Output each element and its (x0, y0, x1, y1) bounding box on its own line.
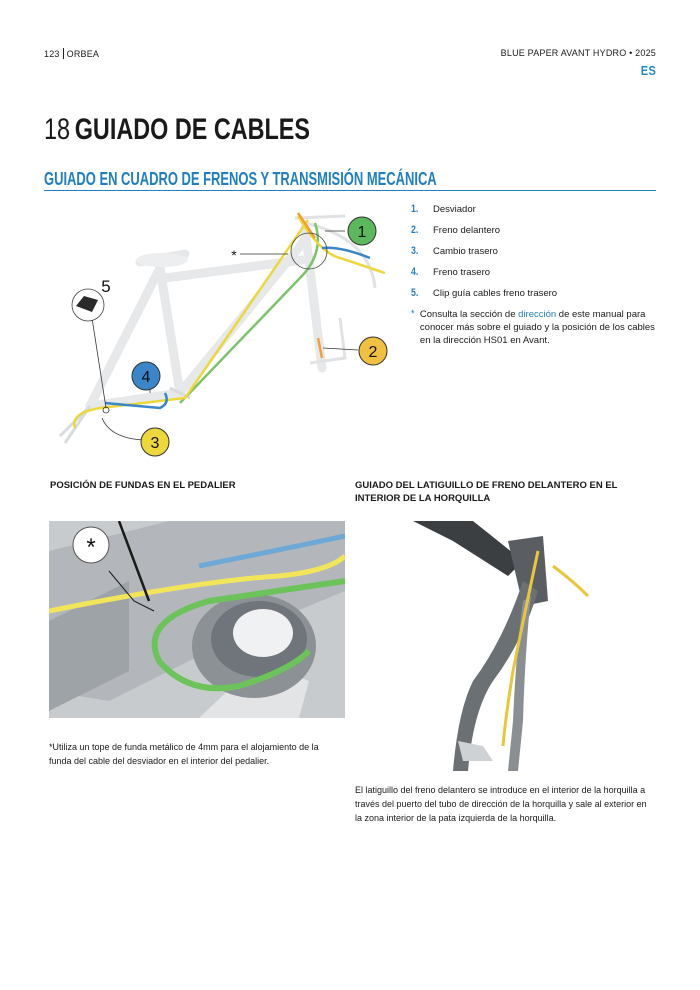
frame-outline (90, 228, 322, 406)
pedalier-title: POSICIÓN DE FUNDAS EN EL PEDALIER (50, 480, 236, 491)
brake-caliper-shape (458, 741, 493, 761)
section-number: 18 (44, 113, 71, 146)
callout-4-number: 4 (141, 369, 151, 386)
bb-bore (233, 609, 293, 657)
brand-name: ORBEA (66, 48, 100, 59)
legend-label: Desviador (433, 204, 476, 215)
legend-label: Freno trasero (433, 267, 491, 278)
note-marker: * (411, 308, 415, 320)
pedalier-star-marker: * (86, 534, 96, 561)
fork-illustration (413, 521, 613, 771)
legend-list (411, 203, 661, 355)
document-title: BLUE PAPER AVANT HYDRO • 2025 (500, 48, 656, 58)
legend-item (411, 287, 661, 300)
legend-label: Cambio trasero (433, 246, 498, 257)
subsection-rule (44, 190, 656, 191)
legend-item (411, 266, 661, 279)
language-tag: ES (640, 63, 656, 78)
legend-number: 3. (411, 245, 419, 257)
saddle-shape (136, 253, 188, 267)
direccion-link[interactable]: dirección (518, 309, 557, 320)
legend-number: 1. (411, 203, 419, 215)
header-divider (63, 48, 64, 59)
frame-illustration (40, 198, 410, 468)
fork-title: GUIADO DEL LATIGUILLO DE FRENO DELANTERO EN EL INTERIOR DE LA HORQUILLA (355, 480, 618, 504)
legend-label: Clip guía cables freno trasero (433, 288, 558, 299)
legend-number: 5. (411, 287, 419, 299)
legend-item (411, 245, 661, 258)
pedalier-illustration (49, 521, 345, 718)
legend-label: Freno delantero (433, 225, 501, 236)
callout-3-number: 3 (150, 435, 160, 452)
section-title: GUIADO DE CABLES (74, 113, 311, 146)
legend-number: 2. (411, 224, 419, 236)
fork-cable-top (553, 566, 588, 596)
page-number: 123 (44, 48, 60, 59)
callout-2-number: 2 (368, 344, 378, 361)
section-heading (44, 112, 310, 148)
callout-5-number: 5 (101, 277, 111, 296)
note-text-before: Consulta la sección de (419, 309, 519, 320)
note-text (420, 308, 661, 347)
cable-yellow-derailleur (74, 220, 308, 428)
legend-item (411, 224, 661, 237)
subsection-title: GUIADO EN CUADRO DE FRENOS Y TRANSMISIÓN MECÁNICA (44, 169, 437, 189)
pedalier-caption: *Utiliza un tope de funda metálico de 4mm para el alojamiento de la funda del cable del desviador en el interior del pedalier. (49, 742, 319, 766)
headtube-shape (413, 521, 523, 576)
note-text-after: de este manual para conocer más sobre el guiado y la posición de los cables en la dirección HS01 en Avant. (419, 309, 655, 346)
legend-item (411, 203, 661, 216)
fork-caption: El latiguillo del freno delantero se introduce en el interior de la horquilla a través del puerto del tubo de dirección de la horquilla y sale al exterior en la zona interior de la pata izquierda de la horquilla. (355, 785, 647, 823)
legend-note (411, 308, 661, 347)
callout-1-number: 1 (357, 224, 367, 241)
page-header-left (44, 48, 99, 59)
legend-number: 4. (411, 266, 419, 278)
star-marker: * (231, 247, 237, 263)
